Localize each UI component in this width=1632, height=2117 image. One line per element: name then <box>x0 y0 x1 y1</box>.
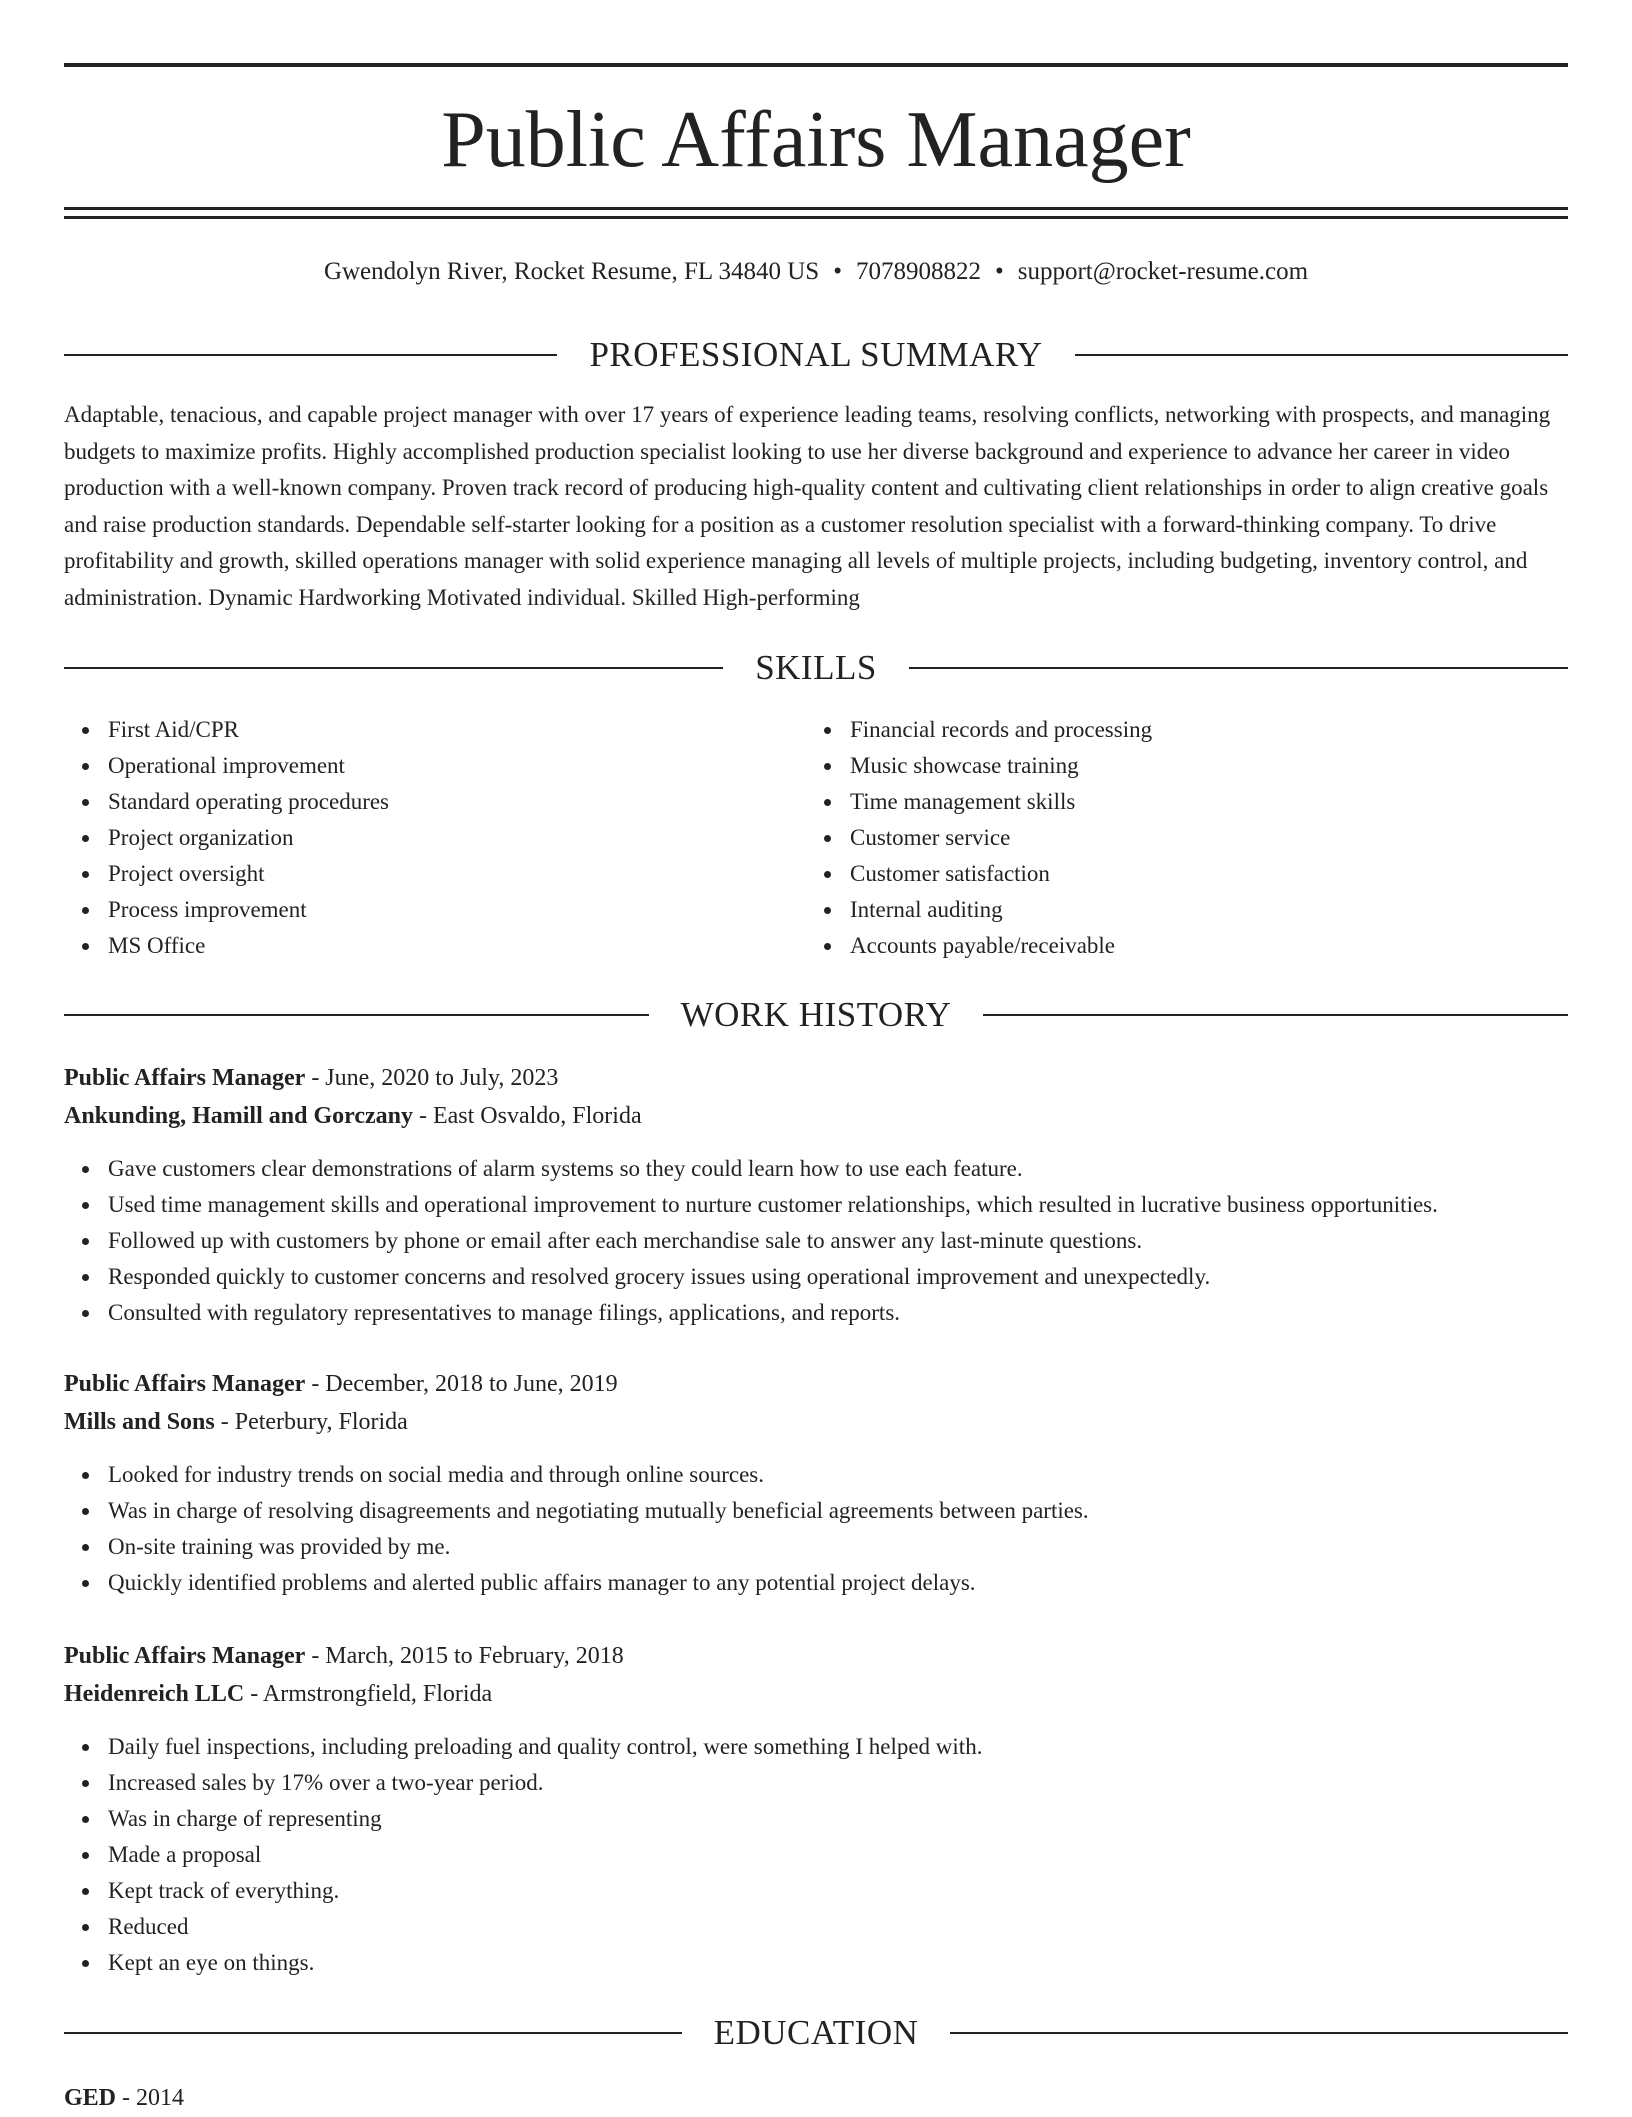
job-location: - Armstrongfield, Florida <box>244 1681 493 1707</box>
heading-rule <box>983 1014 1568 1016</box>
section-heading-label: SKILLS <box>755 648 877 687</box>
job-title: Public Affairs Manager <box>64 1371 306 1397</box>
job-dates: - December, 2018 to June, 2019 <box>305 1371 618 1397</box>
summary-text: Adaptable, tenacious, and capable project manager with over 17 years of experience leading teams, resolving conflicts, networking with prospects, and managing budgets to maximize profits. Highly accomplished production specialist looking to use her diverse background and experience to advance her career in video production with a well-known company. Proven track record of producing high-quality content and cultivating client relationships in order to align creative goals and raise production standards. Dependable self-starter looking for a position as a customer resolution specialist with a forward-thinking company. To drive profitability and growth, skilled operations manager with solid experience managing all levels of multiple projects, including budgeting, inventory control, and administration. Dynamic Hardworking Motivated individual. Skilled High-performing <box>64 402 1551 610</box>
skill-item: Customer service <box>806 820 1548 856</box>
job-bullets <box>64 1457 1568 1601</box>
contact-phone: 7078908822 <box>855 258 981 285</box>
contact-separator: • <box>994 258 1004 285</box>
heading-rule <box>64 354 557 356</box>
skill-item: First Aid/CPR <box>64 712 806 748</box>
job-bullet: Followed up with customers by phone or email after each merchandise sale to answer any last-minute questions. <box>64 1223 1568 1259</box>
job-bullet: Quickly identified problems and alerted public affairs manager to any potential project delays. <box>64 1565 1568 1601</box>
education-degree: GED <box>64 2085 117 2111</box>
heading-rule <box>64 1014 649 1016</box>
job-company: Heidenreich LLC <box>64 1681 245 1707</box>
heading-rule <box>909 667 1568 669</box>
job-entry <box>64 1059 1568 1331</box>
section-heading-skills <box>64 646 1568 690</box>
contact-line <box>64 252 1568 292</box>
job-company-line <box>64 1097 1568 1135</box>
job-bullet: Daily fuel inspections, including preloading and quality control, were something I helped with. <box>64 1729 1568 1765</box>
section-heading-label: EDUCATION <box>713 2013 919 2052</box>
job-title: Public Affairs Manager <box>64 1643 306 1669</box>
contact-separator: • <box>833 258 842 285</box>
job-bullet: Used time management skills and operational improvement to nurture customer relationships, which resulted in lucrative business opportunities. <box>64 1187 1568 1223</box>
job-title: Public Affairs Manager <box>64 1065 306 1091</box>
skill-item: Project oversight <box>64 856 806 892</box>
skill-item: Project organization <box>64 820 806 856</box>
job-title-line <box>64 1637 1568 1675</box>
education-entry <box>64 2079 1568 2117</box>
contact-address: Gwendolyn River, Rocket Resume, FL 34840 US <box>323 258 820 285</box>
skill-item: Accounts payable/receivable <box>806 928 1548 964</box>
job-bullets <box>64 1729 1568 1981</box>
job-bullet: Consulted with regulatory representatives to manage filings, applications, and reports. <box>64 1295 1568 1331</box>
job-bullet: Was in charge of representing <box>64 1801 1568 1837</box>
skill-item: Financial records and processing <box>806 712 1548 748</box>
skill-item: MS Office <box>64 928 806 964</box>
job-company-line <box>64 1675 1568 1713</box>
job-location: - Peterbury, Florida <box>214 1409 408 1435</box>
job-dates: - March, 2015 to February, 2018 <box>305 1643 624 1669</box>
section-heading-education <box>64 2011 1568 2055</box>
title-rule-lower <box>64 216 1568 219</box>
job-bullet: Gave customers clear demonstrations of alarm systems so they could learn how to use each feature. <box>64 1151 1568 1187</box>
skill-item: Operational improvement <box>64 748 806 784</box>
heading-rule <box>64 2032 682 2034</box>
job-bullet: Reduced <box>64 1909 1568 1945</box>
skill-item: Process improvement <box>64 892 806 928</box>
heading-rule <box>950 2032 1568 2034</box>
job-bullet: Looked for industry trends on social media and through online sources. <box>64 1457 1568 1493</box>
job-title-line <box>64 1365 1568 1403</box>
heading-rule <box>1075 354 1568 356</box>
education-year: - 2014 <box>116 2085 185 2111</box>
skill-item: Standard operating procedures <box>64 784 806 820</box>
section-heading-summary <box>64 333 1568 377</box>
heading-rule <box>64 667 723 669</box>
skills-column-left <box>64 712 806 964</box>
job-company-line <box>64 1403 1568 1441</box>
skills-column-right <box>806 712 1548 964</box>
job-bullet: Kept track of everything. <box>64 1873 1568 1909</box>
skill-item: Time management skills <box>806 784 1548 820</box>
job-bullet: Increased sales by 17% over a two-year period. <box>64 1765 1568 1801</box>
job-bullet: Kept an eye on things. <box>64 1945 1568 1981</box>
job-dates: - June, 2020 to July, 2023 <box>305 1065 559 1091</box>
job-bullet: Responded quickly to customer concerns and resolved grocery issues using operational improvement and unexpectedly. <box>64 1259 1568 1295</box>
job-title-line <box>64 1059 1568 1097</box>
skills-list <box>64 712 1568 964</box>
job-company: Ankunding, Hamill and Gorczany <box>64 1103 413 1129</box>
title-rule-upper <box>64 207 1568 210</box>
section-heading-label: WORK HISTORY <box>680 995 952 1034</box>
skill-item: Customer satisfaction <box>806 856 1548 892</box>
job-bullet: On-site training was provided by me. <box>64 1529 1568 1565</box>
job-location: - East Osvaldo, Florida <box>412 1103 642 1129</box>
job-bullet: Was in charge of resolving disagreements and negotiating mutually beneficial agreements between parties. <box>64 1493 1568 1529</box>
skill-item: Music showcase training <box>806 748 1548 784</box>
resume-title: Public Affairs Manager <box>441 96 1191 184</box>
contact-email: support@rocket-resume.com <box>1017 258 1309 285</box>
skill-item: Internal auditing <box>806 892 1548 928</box>
job-bullet: Made a proposal <box>64 1837 1568 1873</box>
job-entry <box>64 1637 1568 1981</box>
section-heading-work-history <box>64 993 1568 1037</box>
job-company: Mills and Sons <box>64 1409 215 1435</box>
job-entry <box>64 1365 1568 1601</box>
job-bullets <box>64 1151 1568 1331</box>
section-heading-label: PROFESSIONAL SUMMARY <box>589 335 1043 374</box>
top-rule <box>64 63 1568 67</box>
